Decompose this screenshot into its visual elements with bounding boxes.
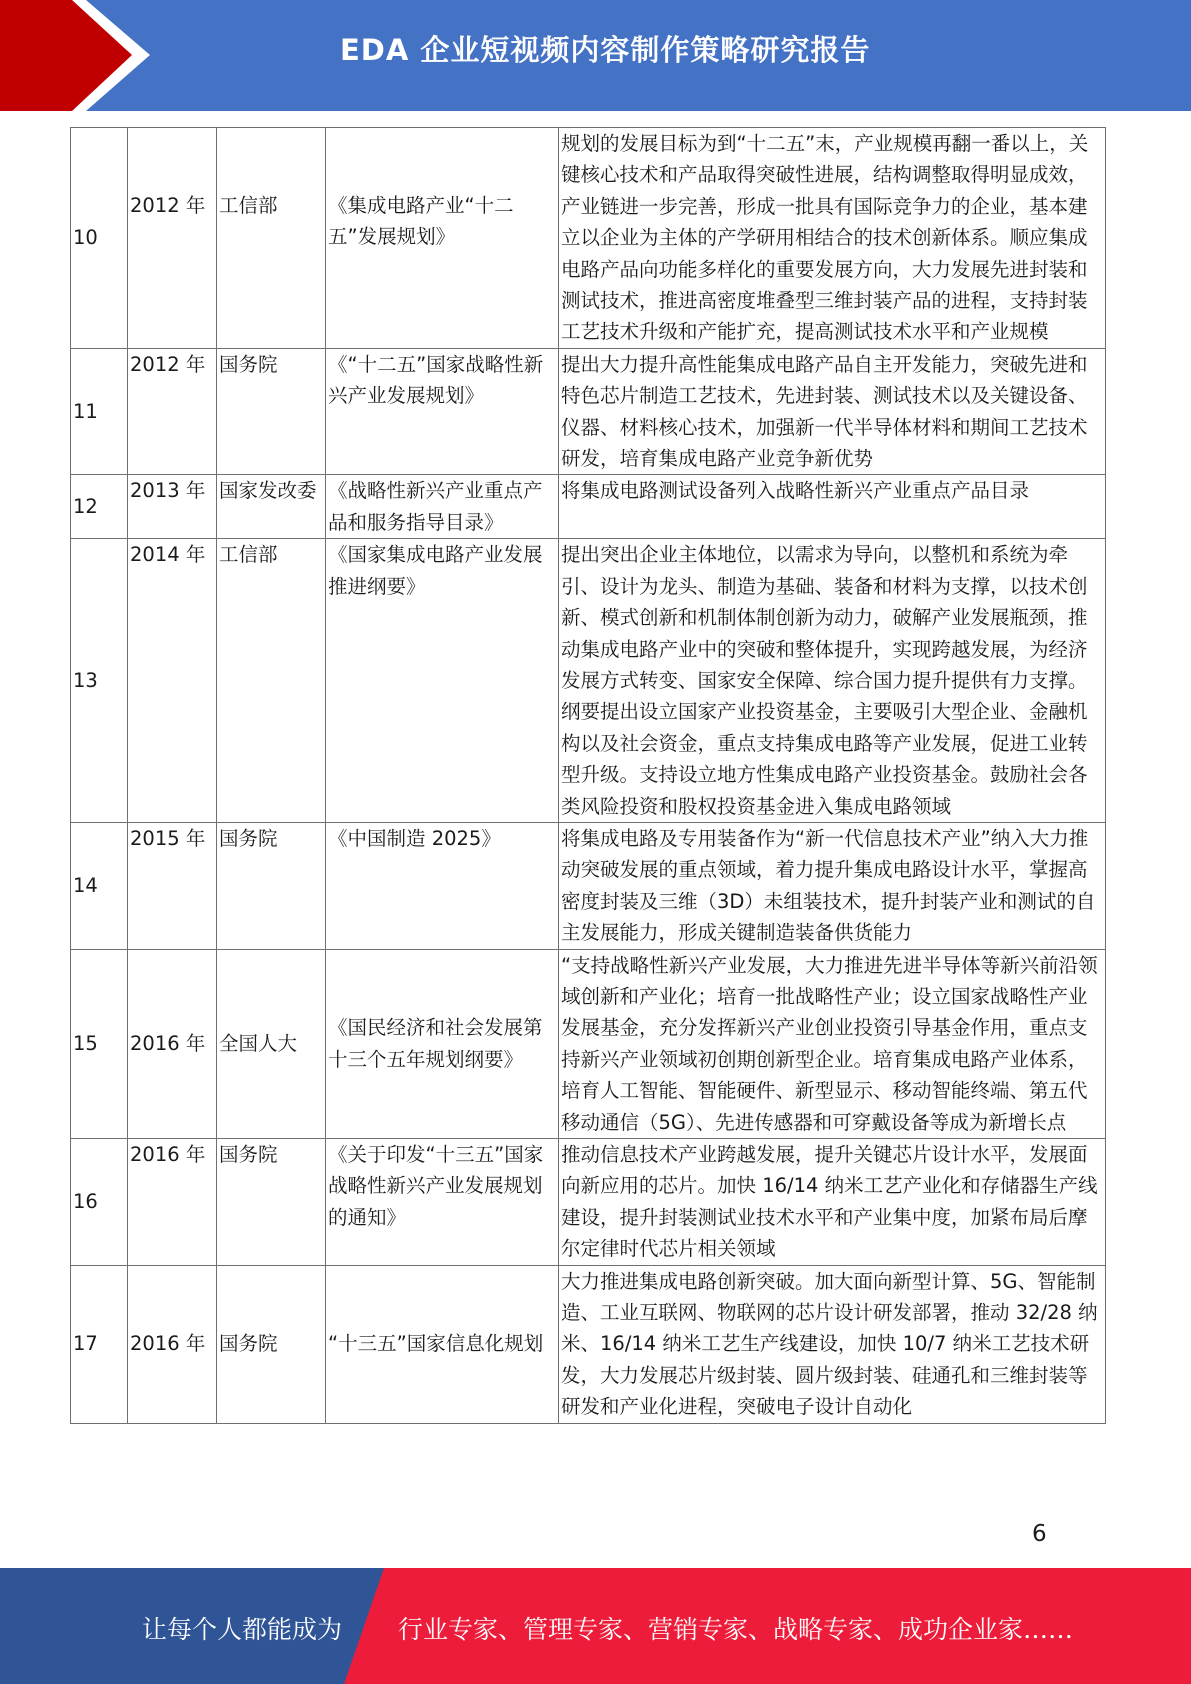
year-cell: 2013 年 (128, 475, 217, 539)
year-cell: 2014 年 (128, 539, 217, 823)
row-number-cell: 10 (71, 128, 128, 349)
policy-title-cell: 《集成电路产业“十二五”发展规划》 (326, 128, 559, 349)
policy-title-cell: 《国民经济和社会发展第十三个五年规划纲要》 (326, 949, 559, 1138)
row-number-cell: 12 (71, 475, 128, 539)
table-row (71, 539, 1106, 823)
policy-title-cell: 《关于印发“十三五”国家战略性新兴产业发展规划的通知》 (326, 1139, 559, 1266)
table-row (71, 949, 1106, 1138)
row-number-cell: 13 (71, 539, 128, 823)
policy-content-cell: “支持战略性新兴产业发展，大力推进先进半导体等新兴前沿领域创新和产业化；培育一批战略性产业；设立国家战略性产业发展基金，充分发挥新兴产业创业投资引导基金作用，重点支持新兴产业领域初创期创新型企业。培育集成电路产业体系，培育人工智能、智能硬件、新型显示、移动智能终端、第五代移动通信（5G）、先进传感器和可穿戴设备等成为新增长点 (559, 949, 1106, 1138)
issuing-body-cell: 全国人大 (217, 949, 326, 1138)
table-row (71, 348, 1106, 475)
issuing-body-cell: 国务院 (217, 1139, 326, 1266)
row-number-cell: 14 (71, 822, 128, 949)
row-number-cell: 17 (71, 1265, 128, 1423)
policy-title-cell: 《“十二五”国家战略性新兴产业发展规划》 (326, 348, 559, 475)
year-cell: 2016 年 (128, 1265, 217, 1423)
row-number-cell: 11 (71, 348, 128, 475)
policy-content-cell: 将集成电路测试设备列入战略性新兴产业重点产品目录 (559, 475, 1106, 539)
year-cell: 2012 年 (128, 128, 217, 349)
page-footer (0, 1568, 1191, 1684)
issuing-body-cell: 工信部 (217, 128, 326, 349)
policy-content-cell: 提出大力提升高性能集成电路产品自主开发能力，突破先进和特色芯片制造工艺技术，先进封装、测试技术以及关键设备、仪器、材料核心技术，加强新一代半导体材料和期间工艺技术研发，培育集成电路产业竞争新优势 (559, 348, 1106, 475)
table-row (71, 475, 1106, 539)
table-row (71, 1139, 1106, 1266)
row-number-cell: 16 (71, 1139, 128, 1266)
policy-table (70, 127, 1106, 1424)
policy-content-cell: 大力推进集成电路创新突破。加大面向新型计算、5G、智能制造、工业互联网、物联网的芯片设计研发部署，推动 32/28 纳米、16/14 纳米工艺生产线建设，加快 10/7 纳米工艺技术研发，大力发展芯片级封装、圆片级封装、硅通孔和三维封装等研发和产业化进程，突破电子设计自动化 (559, 1265, 1106, 1423)
policy-content-cell: 将集成电路及专用装备作为“新一代信息技术产业”纳入大力推动突破发展的重点领域，着力提升集成电路设计水平，掌握高密度封装及三维（3D）未组装技术，提升封装产业和测试的自主发展能力，形成关键制造装备供货能力 (559, 822, 1106, 949)
row-number-cell: 15 (71, 949, 128, 1138)
year-cell: 2012 年 (128, 348, 217, 475)
issuing-body-cell: 国务院 (217, 348, 326, 475)
policy-content-cell: 推动信息技术产业跨越发展，提升关键芯片设计水平，发展面向新应用的芯片。加快 16/14 纳米工艺产业化和存储器生产线建设，提升封装测试业技术水平和产业集中度，加紧布局后摩尔定律时代芯片相关领域 (559, 1139, 1106, 1266)
table-row (71, 128, 1106, 349)
policy-title-cell: 《中国制造 2025》 (326, 822, 559, 949)
policy-title-cell: 《国家集成电路产业发展推进纲要》 (326, 539, 559, 823)
year-cell: 2015 年 (128, 822, 217, 949)
policy-content-cell: 规划的发展目标为到“十二五”末，产业规模再翻一番以上，关键核心技术和产品取得突破性进展，结构调整取得明显成效，产业链进一步完善，形成一批具有国际竞争力的企业，基本建立以企业为主体的产学研用相结合的技术创新体系。顺应集成电路产品向功能多样化的重要发展方向，大力发展先进封装和测试技术，推进高密度堆叠型三维封装产品的进程，支持封装工艺技术升级和产能扩充，提高测试技术水平和产业规模 (559, 128, 1106, 349)
policy-title-cell: “十三五”国家信息化规划 (326, 1265, 559, 1423)
page-number: 6 (1032, 1521, 1047, 1547)
issuing-body-cell: 国家发改委 (217, 475, 326, 539)
footer-slogan-left: 让每个人都能成为 (142, 1615, 343, 1644)
report-title: EDA 企业短视频内容制作策略研究报告 (340, 33, 871, 67)
issuing-body-cell: 工信部 (217, 539, 326, 823)
table-row (71, 822, 1106, 949)
table-row (71, 1265, 1106, 1423)
page-header (0, 0, 1191, 111)
issuing-body-cell: 国务院 (217, 1265, 326, 1423)
year-cell: 2016 年 (128, 1139, 217, 1266)
policy-content-cell: 提出突出企业主体地位，以需求为导向，以整机和系统为牵引、设计为龙头、制造为基础、装备和材料为支撑，以技术创新、模式创新和机制体制创新为动力，破解产业发展瓶颈，推动集成电路产业中的突破和整体提升，实现跨越发展，为经济发展方式转变、国家安全保障、综合国力提升提供有力支撑。纲要提出设立国家产业投资基金，主要吸引大型企业、金融机构以及社会资金，重点支持集成电路等产业发展，促进工业转型升级。支持设立地方性集成电路产业投资基金。鼓励社会各类风险投资和股权投资基金进入集成电路领域 (559, 539, 1106, 823)
footer-slogan-right: 行业专家、管理专家、营销专家、战略专家、成功企业家…… (398, 1615, 1074, 1644)
policy-title-cell: 《战略性新兴产业重点产品和服务指导目录》 (326, 475, 559, 539)
year-cell: 2016 年 (128, 949, 217, 1138)
issuing-body-cell: 国务院 (217, 822, 326, 949)
